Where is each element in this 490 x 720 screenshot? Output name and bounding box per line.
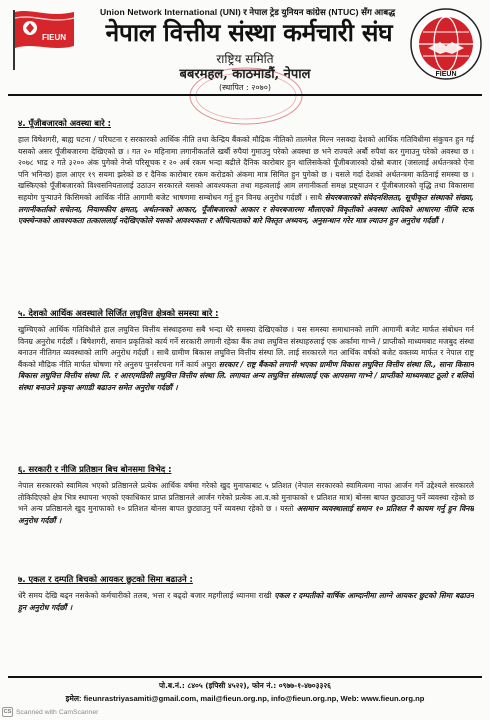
- affiliation-line: Union Network International (UNI) र नेपाल ट्रेड युनियन कांग्रेस (NTUC) सँग आबद्ध: [100, 7, 396, 17]
- section-7-body: धेरै समय देखि बढ्न नसकेको कर्मचारीको तलब, भत्ता र बढ्दो बजार महगीलाई ध्यानमा राखी: [18, 591, 275, 600]
- header-divider: [8, 94, 482, 96]
- section-5-paragraph: [18, 324, 474, 452]
- letterhead: [0, 0, 490, 118]
- logo-right-text: FIEUN: [435, 71, 457, 78]
- logo-left-text: FIEUN: [42, 33, 66, 42]
- section-6-heading-text: ६. सरकारी र नीजि प्रतिष्ठान बिच बोनसमा विभेद :: [18, 464, 172, 474]
- section-5-heading-text: ५. देशको आर्थिक अवस्थाले सिर्जित लघुवित्त क्षेत्रको समस्या बारे :: [18, 308, 219, 318]
- watermark-text: Scanned with CamScanner: [16, 708, 99, 716]
- camscanner-icon: CS: [3, 709, 12, 715]
- section-6-body: नेपाल सरकारको स्वामित्व भएको प्रतिष्ठानले प्रत्येक आर्थिक वर्षमा गरेको खुद मुनाफाबाट ५ प्रतिशत (नेपाल सरकारको स्वामित्वमा नाफा आर्जन गर्ने उद्देश्यले सरकारले तोकिदिएको क्षेत्र भित्र स्थापना भएको एकाधिकार प्राप्त प्रतिष्ठानले आर्जन गरेको प्रत्येक आ.व.को मुनाफाको १ प्रतिशत मात्र) बोनस बापत छुट्याउनु पर्ने व्यवस्था रहेको छ भने अन्य प्रतिष्ठानले खुद मुनाफाको १० प्रतिशत बोनस बापत छुट्याउनु पर्ने व्यवस्था रहेको छ । यस्तो: [18, 481, 474, 514]
- organization-title: नेपाल वित्तीय संस्था कर्मचारी संघ: [105, 18, 393, 47]
- location-line: बबरमहल, काठमाडौं, नेपाल: [179, 67, 311, 82]
- footer-divider: [8, 676, 482, 678]
- footer-contact: पो.ब.नं.: ८४०५ (इपिसी ४५२२), फोन नं.: ०९७७-१-४७०३३२६: [158, 681, 332, 690]
- committee-name: राष्ट्रिय समिति: [216, 52, 274, 66]
- section-7-heading-text: ७. एकल र दम्पति बिचको आयकर छुटको सिमा बढाउने :: [18, 574, 193, 584]
- section-6-paragraph: [18, 480, 474, 562]
- section-4-body: हाल विषेशगरी, बाह्य घटना / परिघटना र सरकारको आर्थिक नीति तथा केन्द्रिय बैंकको मौद्रिक नीतिको तालमेल मिल्न नसक्दा देशको आर्थिक गतिविधीमा संकुचन हुन गई यसको असर पूँजीबजारमा देखिएको छ । गत २० महिनामा लगानीकर्ताले खर्बौ रुपैयां गुमाउनु परेको अवस्था छ भने राज्यले अर्बौ रुपैयां कर गुमाउनु परेको अवस्था छ । २०७८ भाद्र २ गते ३२०० अंक पुगेको नेप्से परिसूचक र २० अर्ब रकम भन्दा बढीले दैनिक कारोबार हुन थालिसकेको पूँजीबजारको दोस्रो बजार (जसलाई अर्थतन्त्रको ऐना पनि भनिन्छ) हाल आएर १९ सयमा झरेको छ र दैनिक कारोबार रकम करोडको अंकमा मात्र सिमित हुन पुगेको छ । यसले गर्दा देशको अर्थतन्त्रमा कठिनाई समस्या छ । खस्किएको पूँजीबजारको विश्वसनियतालाई उठाउन सरकारले यसको आवश्यकता तथा महत्वलाई आम लगानीकर्ता समक्ष प्रष्ट्याउन र पूँजीबजारको वृद्धि तथा विकासमा सहयोग पुऱ्याउने किसिमको आर्थिक नीति आगामी बजेट भाषणमा सम्बोधन गर्नु हुन विनम्र अनुरोध गर्दछौं । साथै: [18, 135, 474, 202]
- section-7-paragraph: [18, 590, 474, 626]
- footer-email-web: इमेल: fieunrastriyasamiti@gmail.com, mail@fieun.org.np, info@fieun.org.np, Web: www.fieun.org.np: [65, 694, 425, 703]
- globe-logo-icon: [408, 6, 484, 82]
- section-7-heading: [18, 574, 193, 585]
- section-5-emphasis: सरकार / राष्ट्र बैंकको लगानी भएका ग्रामीण विकास लघुवित्त वित्तीय संस्था लि., साना किसान बिकास लघुवित्त वित्तीय संस्था लि. र आरएमडिसी लघुवित्त वित्तीय संस्था लि. लगायत अन्य लघुवित्त संस्थालाई एक आपसमा गाभ्ने / प्राप्तीको माध्यमबाट ठूलो र बलियो संस्था बनाउने प्रकृया अगाडी बढाउन समेत अनुरोध गर्दछौं ।: [18, 359, 474, 392]
- scanner-watermark: [2, 706, 98, 718]
- flag-logo-icon: [8, 6, 80, 72]
- section-5-heading: [18, 308, 219, 319]
- section-4-heading: [18, 118, 111, 129]
- section-6-emphasis: असमान व्यवस्थालाई समान १० प्रतिशत नै कायम गर्नु हुन विनम्र अनुरोध गर्दछौं ।: [18, 504, 474, 525]
- section-7-emphasis: एकल र दम्पतीको वार्षिक आम्दानीमा लाग्ने आयकर छुटको सिमा बढाउन हुन अनुरोध गर्दछौं ।: [18, 591, 474, 612]
- section-4-heading-text: ४. पूँजीबजारको अवस्था बारे :: [18, 118, 111, 128]
- section-5-body: खुम्चिएको आर्थिक गतिविधीले हाल लघुवित्त वित्तीय संस्थाहरुमा सबै भन्दा धेरै समस्या देखिएकोछ । यस समस्या समाधानको लागि आगामी बजेट मार्फत संबोधन गर्न विनम्र अनुरोध गर्दछौं । बिषेशगरी, समान प्रकृतिको कार्य गर्ने सरकारी लगानी रहेका बैंक तथा लघुवित्त संस्थाहरुलाई एक अर्कामा गाभ्ने / प्राप्तीको माध्यमबाट मजबुद संस्था बनाउन नीतिगत व्यवस्थाको लागि अनुरोध गर्दछौं । साथै ग्रामीण बिकास लघुवित्त वित्तीय संस्था लि. लाई सरकारले गत आर्थिक वर्षको बजेट वक्तव्य मार्फत र नेपाल राष्ट्र बैंकको मौद्रिक नीति मार्फत घोषणा गरे अनुरुप पुनर्संरचना गर्ने कार्य अघुरा: [18, 325, 474, 369]
- established-line: (स्थापित : २०७०): [219, 83, 271, 92]
- section-4-emphasis: सेयरबजारको संवेदनशिलता, सूचीकृत संस्थाको संख्या, लगानीकर्ताको सचेतना, नियामकीय क्षमता, अर्थतन्त्रको आकार, पूँजीबजारको आकार र सेयरबजारमा मौलाएको विकृतीको अवस्था आदिको आधारमा नीजि स्टक एक्स्चेन्जको आवश्यकता तत्काललाई नदेखिएकोले यसको आवश्यकता र औचित्यताको बारे विस्तृत अध्ययन, अनुसन्धान गरेर मात्र ल्याउन हुन अनुरोध गर्दछौं ।: [18, 192, 474, 226]
- section-4-paragraph: [18, 134, 474, 296]
- section-6-heading: [18, 464, 171, 475]
